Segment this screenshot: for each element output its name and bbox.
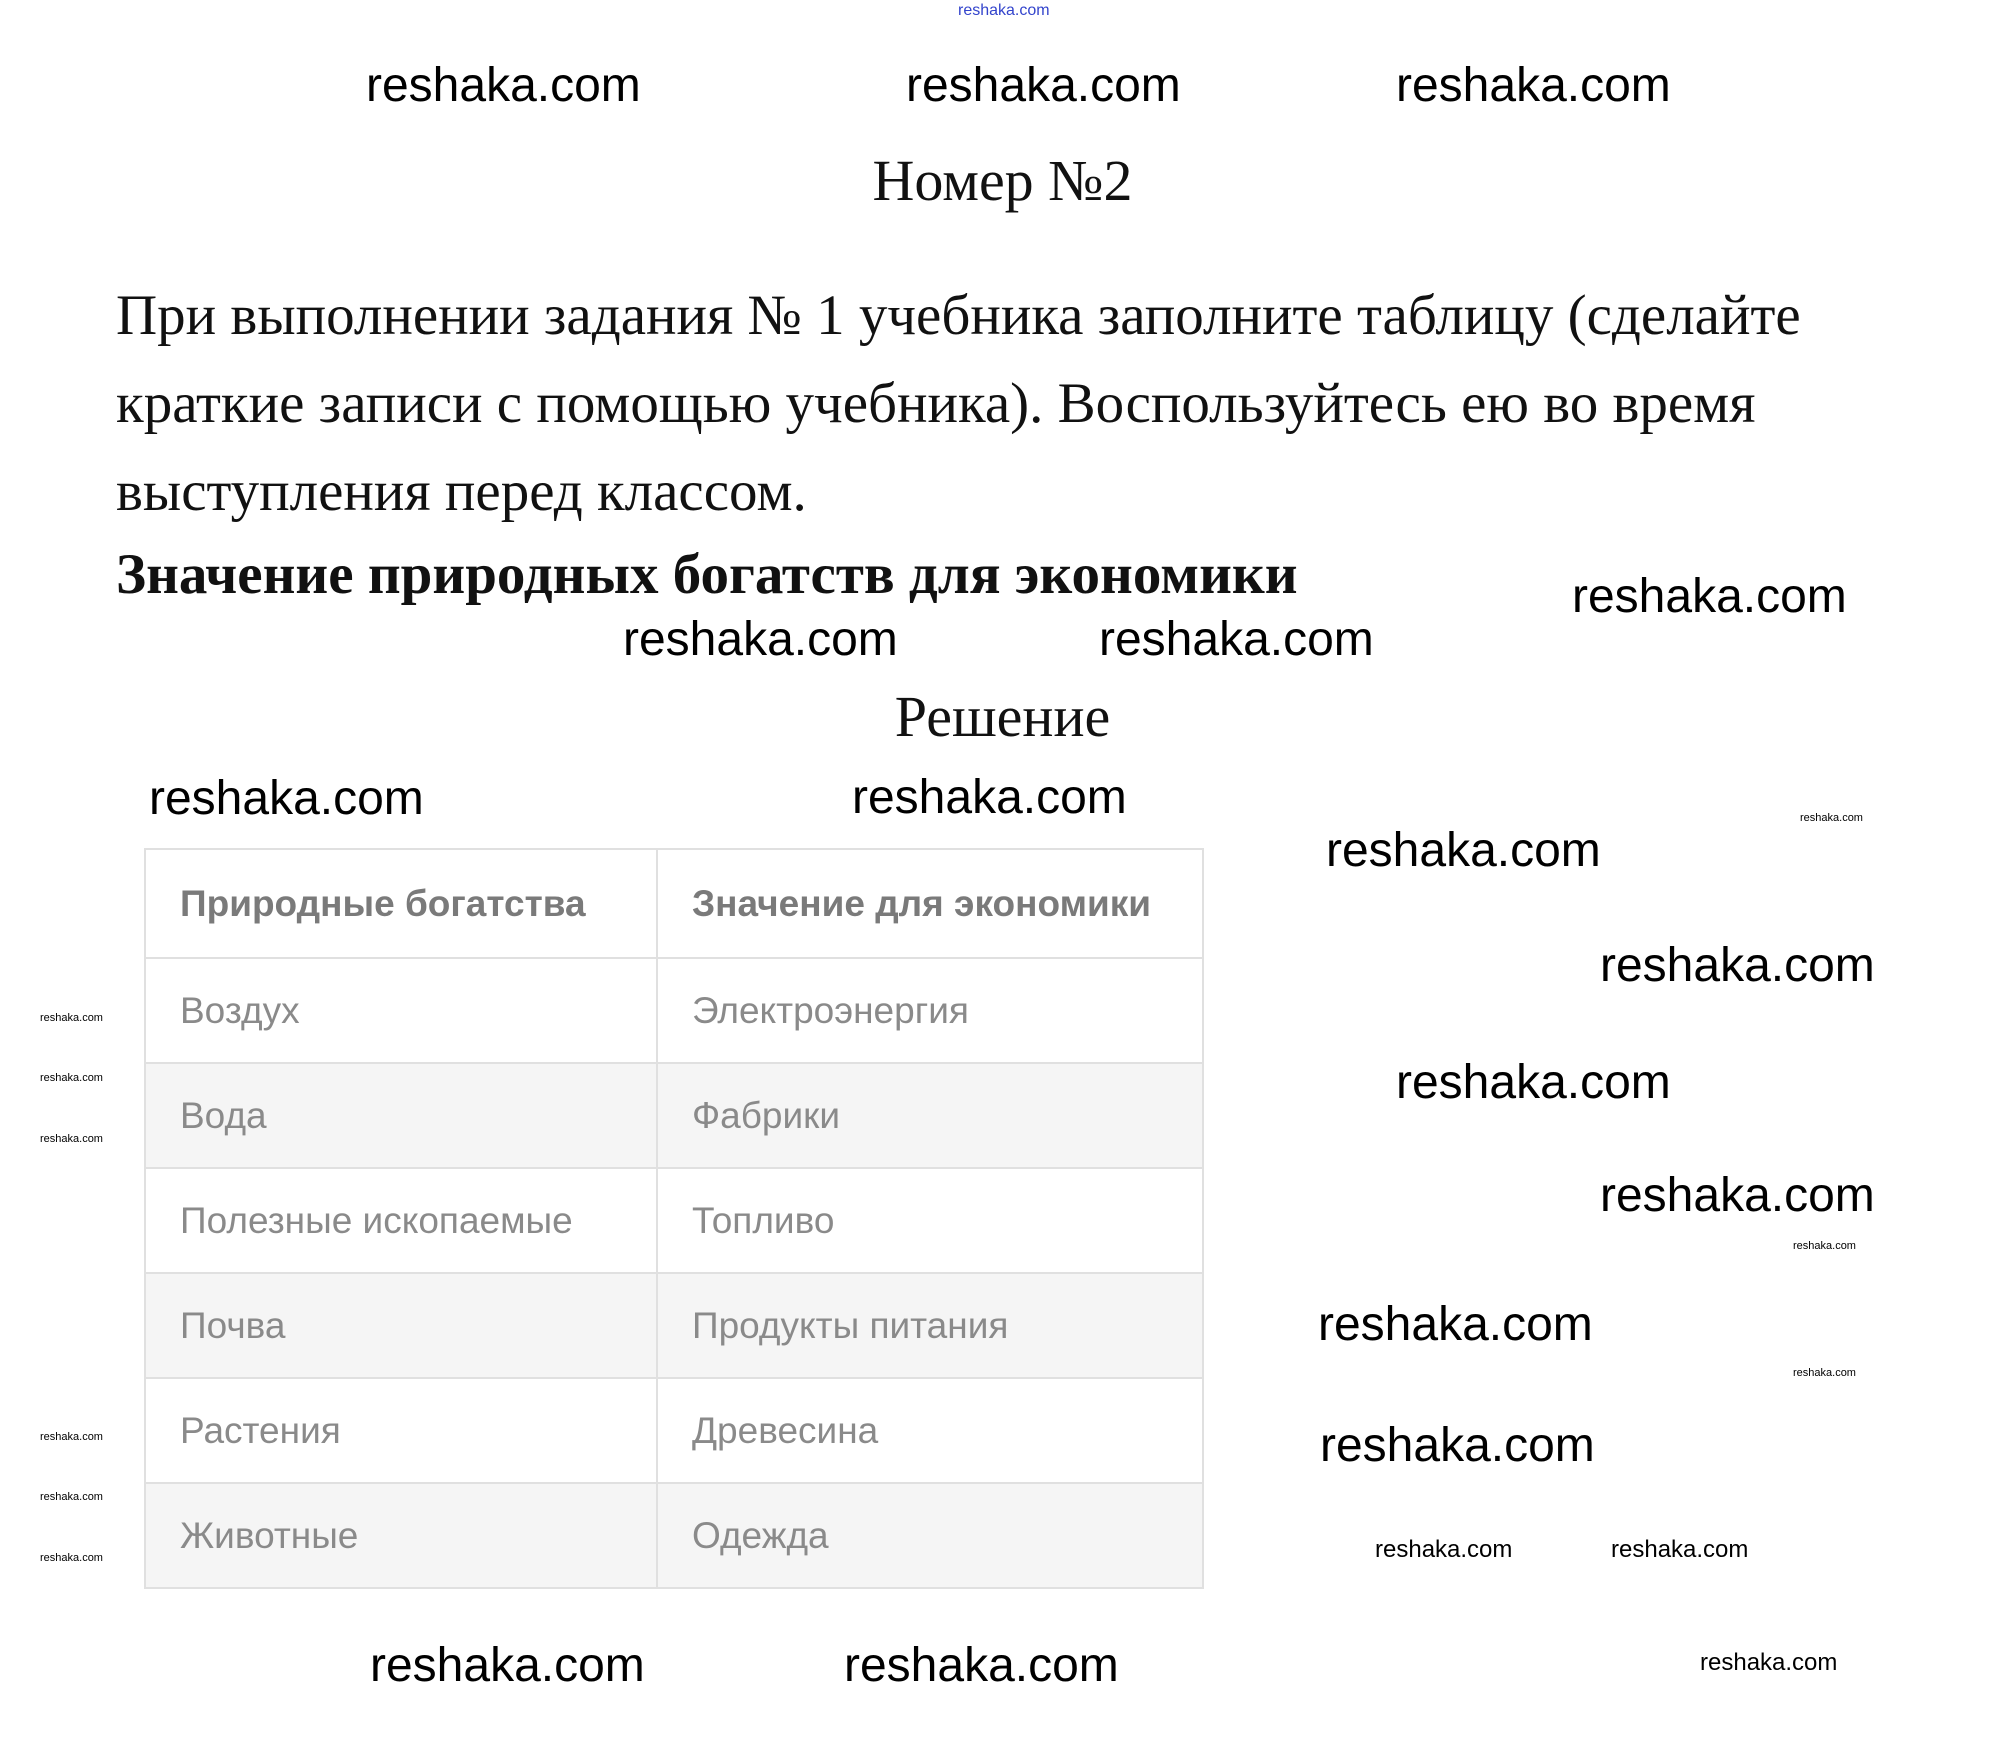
watermark: reshaka.com — [844, 1639, 1119, 1692]
table-cell: Почва — [145, 1273, 657, 1378]
watermark: reshaka.com — [852, 771, 1127, 824]
header-cell: Природные богатства — [145, 849, 657, 958]
table-row — [145, 1483, 1203, 1588]
solution-label: Решение — [894, 684, 1111, 749]
watermark: reshaka.com — [958, 2, 1050, 19]
table-row — [145, 1063, 1203, 1168]
table-cell: Продукты питания — [657, 1273, 1203, 1378]
table-cell: Фабрики — [657, 1063, 1203, 1168]
watermark: reshaka.com — [40, 1552, 103, 1564]
watermark: reshaka.com — [1600, 939, 1875, 992]
table-row — [145, 1378, 1203, 1483]
watermark: reshaka.com — [1793, 1240, 1856, 1252]
table-row — [145, 958, 1203, 1063]
watermark: reshaka.com — [1793, 1367, 1856, 1379]
watermark: reshaka.com — [1375, 1536, 1513, 1563]
resources-table — [144, 848, 1204, 1589]
watermark: reshaka.com — [40, 1072, 103, 1084]
page-title: Номер №2 — [872, 148, 1133, 213]
watermark: reshaka.com — [1700, 1649, 1838, 1676]
watermark: reshaka.com — [623, 613, 898, 666]
section-heading: Значение природных богатств для экономики — [116, 543, 1298, 606]
table-cell: Древесина — [657, 1378, 1203, 1483]
table-cell: Воздух — [145, 958, 657, 1063]
watermark: reshaka.com — [40, 1133, 103, 1145]
watermark: reshaka.com — [149, 772, 424, 825]
watermark: reshaka.com — [1800, 812, 1863, 824]
header-cell: Значение для экономики — [657, 849, 1203, 958]
watermark: reshaka.com — [1611, 1536, 1749, 1563]
watermark: reshaka.com — [40, 1431, 103, 1443]
watermark: reshaka.com — [1572, 570, 1847, 623]
table-row — [145, 1168, 1203, 1273]
table-cell: Животные — [145, 1483, 657, 1588]
watermark: reshaka.com — [1099, 613, 1374, 666]
watermark: reshaka.com — [1318, 1298, 1593, 1351]
table-cell: Одежда — [657, 1483, 1203, 1588]
paragraph-line: выступления перед классом. — [116, 460, 807, 523]
paragraph-line: При выполнении задания № 1 учебника заполните таблицу (сделайте — [116, 284, 1801, 347]
watermark: reshaka.com — [1396, 59, 1671, 112]
table-cell: Электроэнергия — [657, 958, 1203, 1063]
watermark: reshaka.com — [1326, 824, 1601, 877]
table-cell: Топливо — [657, 1168, 1203, 1273]
watermark: reshaka.com — [40, 1012, 103, 1024]
watermark: reshaka.com — [40, 1491, 103, 1503]
watermark: reshaka.com — [906, 59, 1181, 112]
table-cell: Полезные ископаемые — [145, 1168, 657, 1273]
task-paragraph — [116, 272, 1896, 536]
table-cell: Растения — [145, 1378, 657, 1483]
paragraph-line: краткие записи с помощью учебника). Воспользуйтесь ею во время — [116, 372, 1756, 435]
watermark: reshaka.com — [366, 59, 641, 112]
table-cell: Вода — [145, 1063, 657, 1168]
watermark: reshaka.com — [1396, 1056, 1671, 1109]
watermark: reshaka.com — [370, 1639, 645, 1692]
table-header-row — [145, 849, 1203, 958]
watermark: reshaka.com — [1600, 1169, 1875, 1222]
table-row — [145, 1273, 1203, 1378]
watermark: reshaka.com — [1320, 1419, 1595, 1472]
